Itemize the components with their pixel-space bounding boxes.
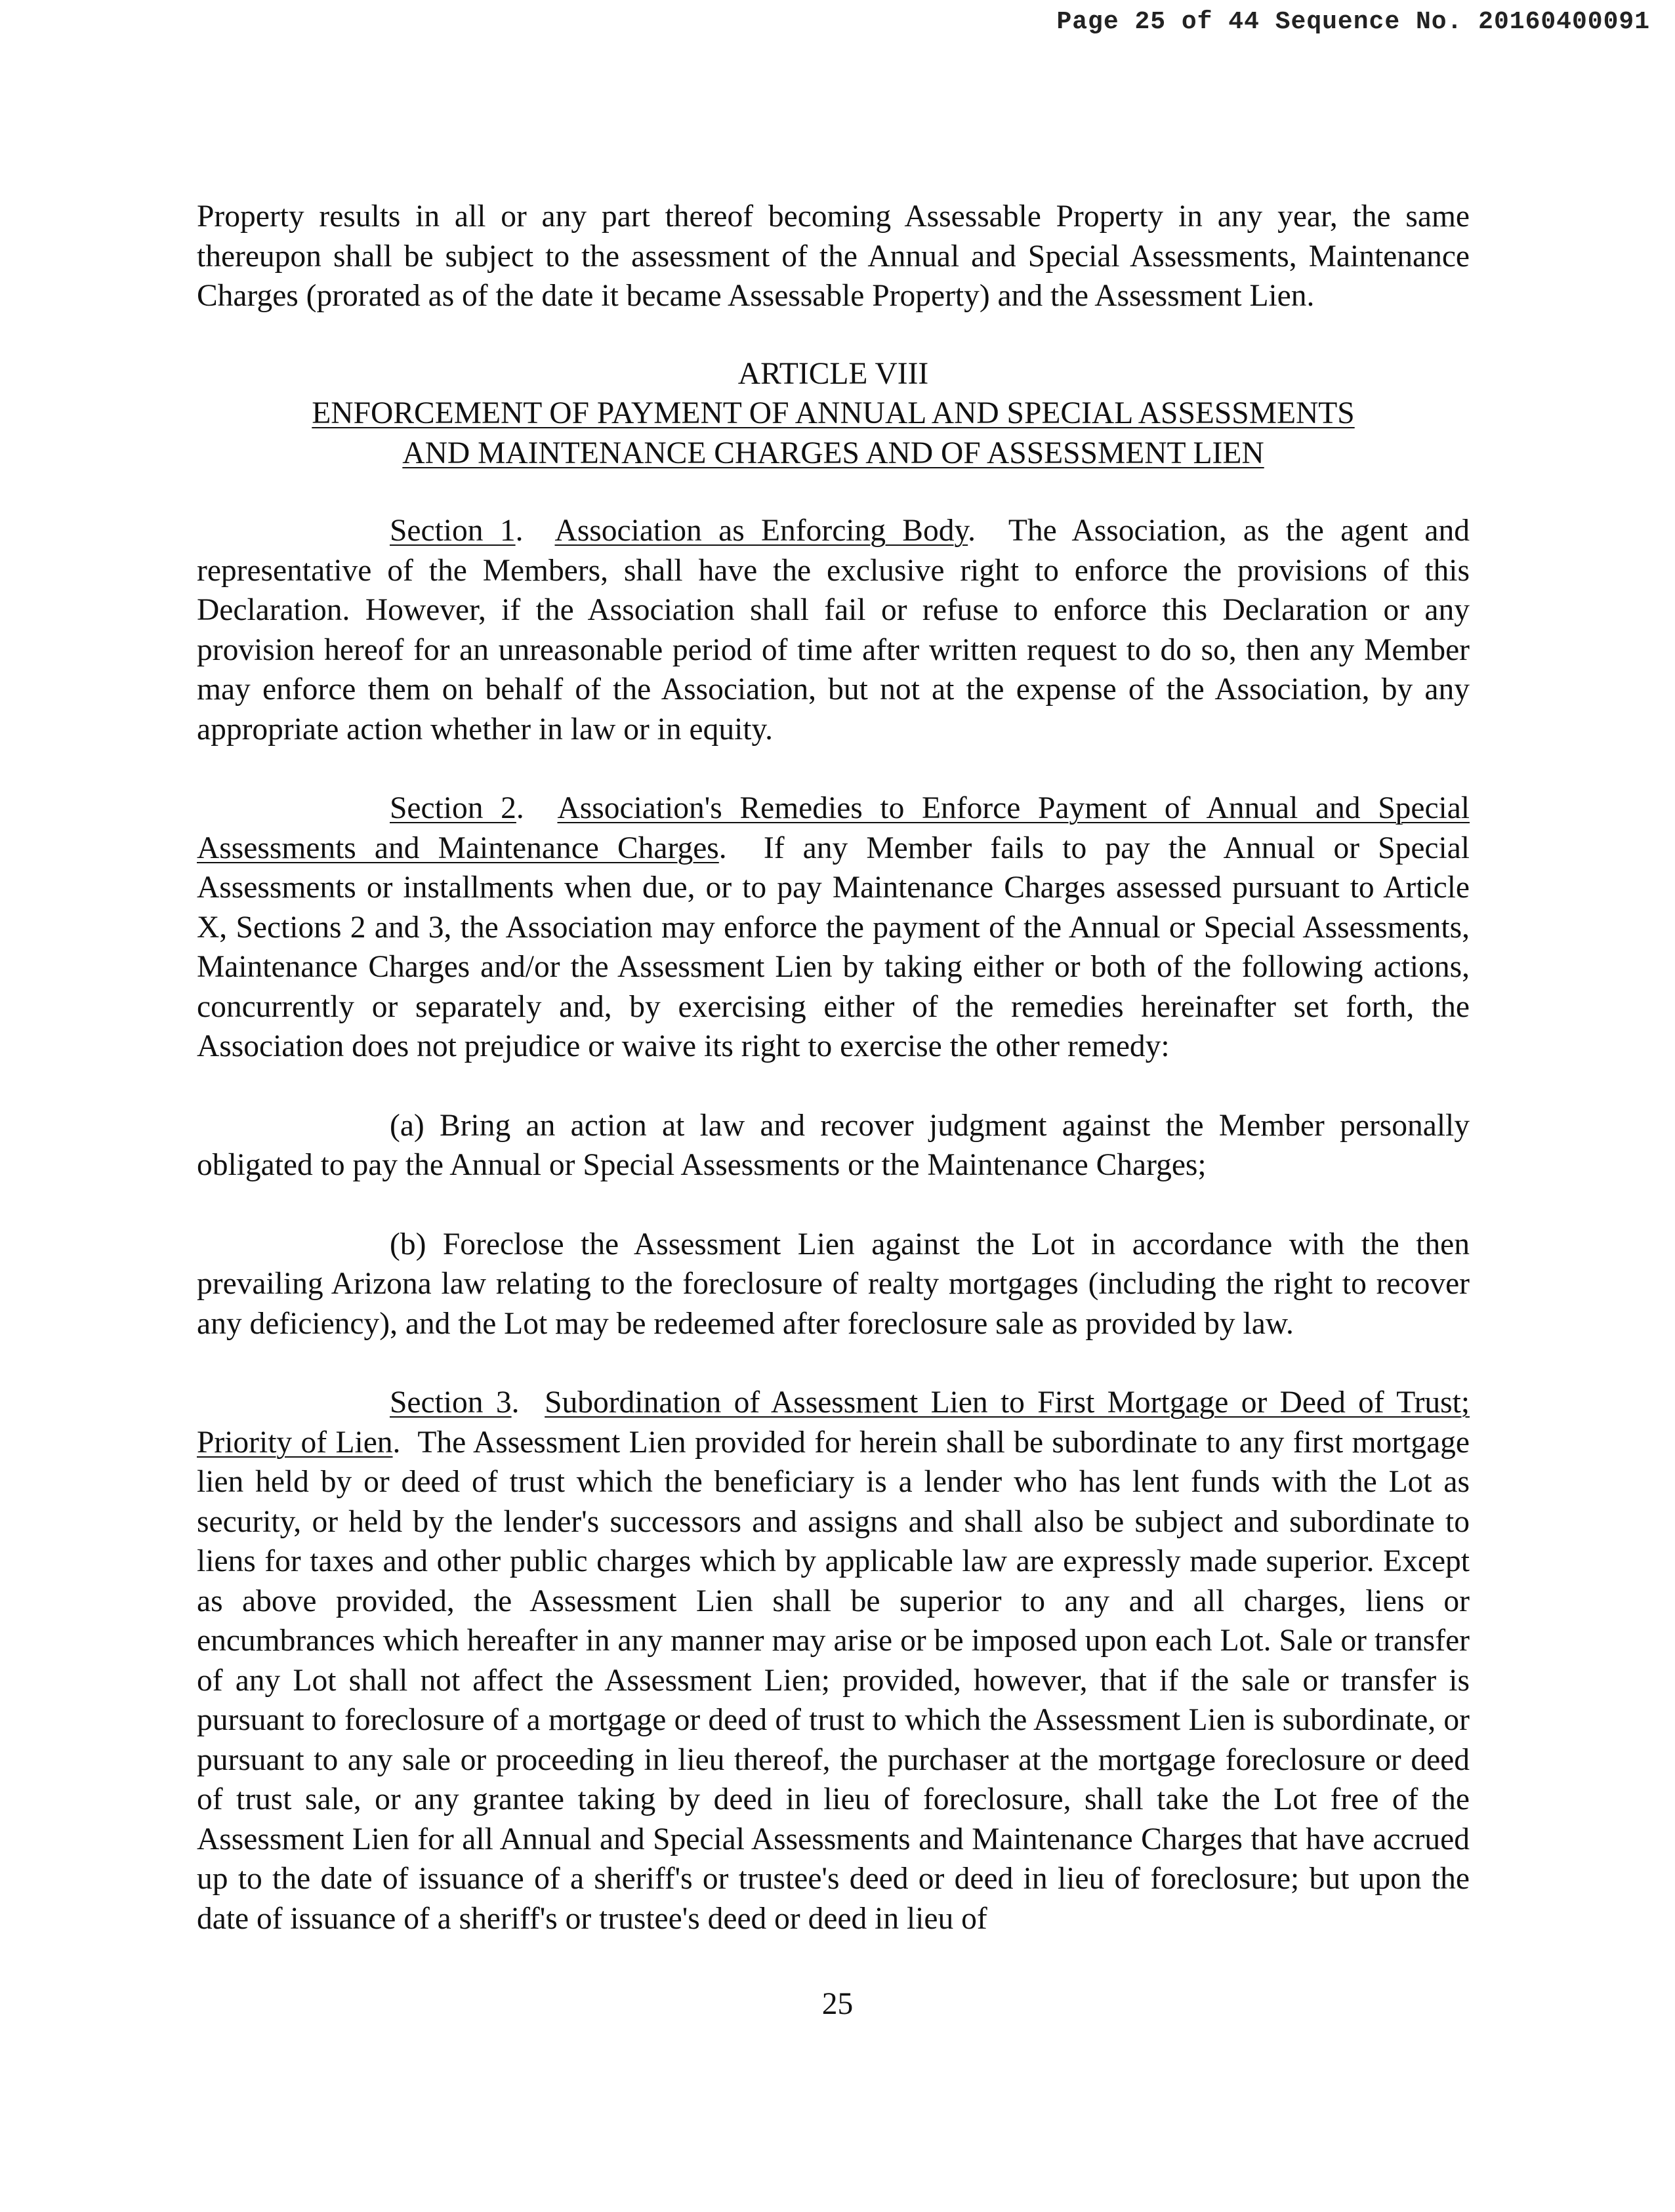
page-number: 25 [821,1987,854,2021]
article-title-line-1-text: ENFORCEMENT OF PAYMENT OF ANNUAL AND SPECIAL ASSESSMENTS [312,396,1355,430]
section-3-heading: Subordination of Assessment Lien to First Mortgage or Deed of Trust; Priority of Lien [197,1385,1470,1460]
section-2-body: If any Member fails to pay the Annual or Special Assessments or installments when due, or to pay Maintenance Charges assessed pursuant to Article X, Sections 2 and 3, the Association may enforce the payment of the Annual or Special Assessments, Maintenance Charges and/or the Assessment Lien by taking either or both of the following actions, concurrently or separately and, by exercising either of the remedies hereinafter set forth, the Association does not prejudice or waive its right to exercise the other remedy: [197,830,1470,1063]
article-title-line-2 [197,434,1470,474]
section-1-heading: Association as Enforcing Body [554,514,968,548]
section-2-label: Section 2 [390,791,516,825]
section-3-label: Section 3 [390,1385,512,1420]
section-1-label: Section 1 [390,514,516,548]
intro-paragraph: Property results in all or any part thereof becoming Assessable Property in any year, the same thereupon shall be subject to the assessment of the Annual and Special Assessments, Maintenance Charges (prorated as of the date it became Assessable Property) and the Assessment Lien. [197,199,1470,313]
article-title-line-2-text: AND MAINTENANCE CHARGES AND OF ASSESSMENT LIEN [402,436,1264,470]
section-2-paragraph: Section 2. Association's Remedies to Enforce Payment of Annual and Special Assessments and Maintenance Charges. If any Member fails to pay the Annual or Special Assessments or installments when due, or to pay Maintenance Charges assessed pursuant to Article X, Sections 2 and 3, the Association may enforce the payment of the Annual or Special Assessments, Maintenance Charges and/or the Assessment Lien by taking either or both of the following actions, concurrently or separately and, by exercising either of the remedies hereinafter set forth, the Association does not prejudice or waive its right to exercise the other remedy: [197,791,1470,1063]
section-1-body: The Association, as the agent and representative of the Members, shall have the exclusive right to enforce the provisions of this Declaration. However, if the Association shall fail or refuse to enforce this Declaration or any provision hereof for an unreasonable period of time after written request to do so, then any Member may enforce them on behalf of the Association, but not at the expense of the Association, by any appropriate action whether in law or in equity. [197,514,1470,747]
document-body [197,197,1470,1938]
section-1-paragraph: Section 1. Association as Enforcing Body. The Association, as the agent and representative of the Members, shall have the exclusive right to enforce the provisions of this Declaration. However, if the Association shall fail or refuse to enforce this Declaration or any provision hereof for an unreasonable period of time after written request to do so, then any Member may enforce them on behalf of the Association, but not at the expense of the Association, by any appropriate action whether in law or in equity. [197,514,1470,747]
section-2-item-a: (a) Bring an action at law and recover judgment against the Member personally obligated to pay the Annual or Special Assessments or the Maintenance Charges; [197,1108,1470,1182]
section-3-body: The Assessment Lien provided for herein shall be subordinate to any first mortgage lien held by or deed of trust which the beneficiary is a lender who has lent funds with the Lot as security, or held by the lender's successors and assigns and shall also be subject and subordinate to liens for taxes and other public charges which by applicable law are expressly made superior. Except as above provided, the Assessment Lien shall be superior to any and all charges, liens or encumbrances which hereafter in any manner may arise or be imposed upon each Lot. Sale or transfer of any Lot shall not affect the Assessment Lien; provided, however, that if the sale or transfer is pursuant to foreclosure of a mortgage or deed of trust to which the Assessment Lien is subordinate, or pursuant to any sale or proceeding in lieu thereof, the purchaser at the mortgage foreclosure or deed of trust sale, or any grantee taking by deed in lieu of foreclosure, shall take the Lot free of the Assessment Lien for all Annual and Special Assessments and Maintenance Charges that have accrued up to the date of issuance of a sheriff's or trustee's deed or deed in lieu of foreclosure; but upon the date of issuance of a sheriff's or trustee's deed or deed in lieu of [197,1425,1470,1936]
section-2-heading: Association's Remedies to Enforce Payment of Annual and Special Assessments and Maintenance Charges [197,791,1470,865]
article-heading [197,354,1470,474]
section-2-item-b: (b) Foreclose the Assessment Lien against the Lot in accordance with the then prevailing Arizona law relating to the foreclosure of realty mortgages (including the right to recover any deficiency), and the Lot may be redeemed after foreclosure sale as provided by law. [197,1227,1470,1341]
recording-stamp: Page 25 of 44 Sequence No. 20160400091 [1056,8,1650,36]
section-3-paragraph: Section 3. Subordination of Assessment Lien to First Mortgage or Deed of Trust; Priority of Lien. The Assessment Lien provided for herein shall be subordinate to any first mortgage lien held by or deed of trust which the beneficiary is a lender who has lent funds with the Lot as security, or held by the lender's successors and assigns and shall also be subject and subordinate to liens for taxes and other public charges which by applicable law are expressly made superior. Except as above provided, the Assessment Lien shall be superior to any and all charges, liens or encumbrances which hereafter in any manner may arise or be imposed upon each Lot. Sale or transfer of any Lot shall not affect the Assessment Lien; provided, however, that if the sale or transfer is pursuant to foreclosure of a mortgage or deed of trust to which the Assessment Lien is subordinate, or pursuant to any sale or proceeding in lieu thereof, the purchaser at the mortgage foreclosure or deed of trust sale, or any grantee taking by deed in lieu of foreclosure, shall take the Lot free of the Assessment Lien for all Annual and Special Assessments and Maintenance Charges that have accrued up to the date of issuance of a sheriff's or trustee's deed or deed in lieu of foreclosure; but upon the date of issuance of a sheriff's or trustee's deed or deed in lieu of [197,1385,1470,1936]
article-number: ARTICLE VIII [737,356,929,391]
article-title-line-1 [197,394,1470,434]
